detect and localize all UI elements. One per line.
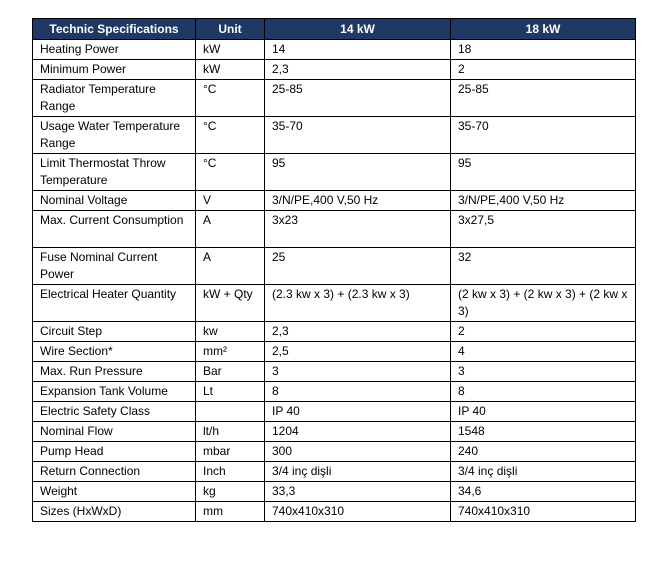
value-18kw-cell: 3 xyxy=(451,362,636,382)
unit-cell: Lt xyxy=(196,382,265,402)
spec-name-cell: Fuse Nominal Current Power xyxy=(33,248,196,285)
value-14kw-cell: 8 xyxy=(265,382,451,402)
unit-cell: A xyxy=(196,211,265,248)
spec-name-cell: Max. Run Pressure xyxy=(33,362,196,382)
table-row xyxy=(33,80,636,117)
value-18kw-cell: 35-70 xyxy=(451,117,636,154)
table-row xyxy=(33,154,636,191)
table-row xyxy=(33,442,636,462)
value-14kw-cell: 95 xyxy=(265,154,451,191)
spec-name-cell: Nominal Flow xyxy=(33,422,196,442)
value-18kw-cell: (2 kw x 3) + (2 kw x 3) + (2 kw x 3) xyxy=(451,285,636,322)
unit-cell: mm xyxy=(196,502,265,522)
value-18kw-cell: 3/4 inç dişli xyxy=(451,462,636,482)
value-14kw-cell: 2,3 xyxy=(265,60,451,80)
spec-name-cell: Pump Head xyxy=(33,442,196,462)
unit-cell xyxy=(196,402,265,422)
table-row xyxy=(33,40,636,60)
table-row xyxy=(33,402,636,422)
value-14kw-cell: 3/4 inç dişli xyxy=(265,462,451,482)
table-row xyxy=(33,342,636,362)
spec-name-cell: Max. Current Consumption xyxy=(33,211,196,248)
spec-name-cell: Radiator Temperature Range xyxy=(33,80,196,117)
value-14kw-cell: (2.3 kw x 3) + (2.3 kw x 3) xyxy=(265,285,451,322)
table-row xyxy=(33,322,636,342)
value-14kw-cell: 3 xyxy=(265,362,451,382)
table-row xyxy=(33,482,636,502)
header-cell-18kw: 18 kW xyxy=(451,19,636,40)
table-row xyxy=(33,382,636,402)
value-18kw-cell: 3/N/PE,400 V,50 Hz xyxy=(451,191,636,211)
value-18kw-cell: 240 xyxy=(451,442,636,462)
unit-cell: lt/h xyxy=(196,422,265,442)
spec-name-cell: Limit Thermostat Throw Temperature xyxy=(33,154,196,191)
unit-cell: mbar xyxy=(196,442,265,462)
table-row xyxy=(33,248,636,285)
table-row xyxy=(33,285,636,322)
table-row xyxy=(33,502,636,522)
value-14kw-cell: 1204 xyxy=(265,422,451,442)
value-14kw-cell: 14 xyxy=(265,40,451,60)
spec-name-cell: Expansion Tank Volume xyxy=(33,382,196,402)
unit-cell: V xyxy=(196,191,265,211)
value-18kw-cell: 4 xyxy=(451,342,636,362)
table-row xyxy=(33,362,636,382)
spec-name-cell: Return Connection xyxy=(33,462,196,482)
value-14kw-cell: 2,5 xyxy=(265,342,451,362)
value-14kw-cell: 35-70 xyxy=(265,117,451,154)
spec-name-cell: Minimum Power xyxy=(33,60,196,80)
value-18kw-cell: 2 xyxy=(451,60,636,80)
value-18kw-cell: IP 40 xyxy=(451,402,636,422)
spec-name-cell: Electrical Heater Quantity xyxy=(33,285,196,322)
value-18kw-cell: 25-85 xyxy=(451,80,636,117)
header-cell-spec: Technic Specifications xyxy=(33,19,196,40)
header-row xyxy=(33,19,636,40)
value-14kw-cell: 33,3 xyxy=(265,482,451,502)
unit-cell: kw xyxy=(196,322,265,342)
table-row xyxy=(33,60,636,80)
spec-name-cell: Nominal Voltage xyxy=(33,191,196,211)
value-14kw-cell: 25 xyxy=(265,248,451,285)
spec-name-cell: Electric Safety Class xyxy=(33,402,196,422)
unit-cell: °C xyxy=(196,80,265,117)
value-14kw-cell: 3x23 xyxy=(265,211,451,248)
value-18kw-cell: 8 xyxy=(451,382,636,402)
value-14kw-cell: 3/N/PE,400 V,50 Hz xyxy=(265,191,451,211)
unit-cell: A xyxy=(196,248,265,285)
value-18kw-cell: 95 xyxy=(451,154,636,191)
unit-cell: kg xyxy=(196,482,265,502)
value-14kw-cell: 2,3 xyxy=(265,322,451,342)
unit-cell: Bar xyxy=(196,362,265,382)
unit-cell: kW xyxy=(196,60,265,80)
spec-name-cell: Sizes (HxWxD) xyxy=(33,502,196,522)
unit-cell: °C xyxy=(196,154,265,191)
unit-cell: °C xyxy=(196,117,265,154)
value-18kw-cell: 32 xyxy=(451,248,636,285)
value-14kw-cell: 25-85 xyxy=(265,80,451,117)
spec-name-cell: Weight xyxy=(33,482,196,502)
header-cell-unit: Unit xyxy=(196,19,265,40)
value-14kw-cell: IP 40 xyxy=(265,402,451,422)
table-row xyxy=(33,191,636,211)
table-row xyxy=(33,211,636,248)
spec-name-cell: Wire Section* xyxy=(33,342,196,362)
value-18kw-cell: 3x27,5 xyxy=(451,211,636,248)
spec-table xyxy=(32,18,636,522)
unit-cell: kW + Qty xyxy=(196,285,265,322)
table-row xyxy=(33,117,636,154)
value-14kw-cell: 740x410x310 xyxy=(265,502,451,522)
value-18kw-cell: 18 xyxy=(451,40,636,60)
value-18kw-cell: 1548 xyxy=(451,422,636,442)
unit-cell: mm² xyxy=(196,342,265,362)
table-row xyxy=(33,422,636,442)
spec-name-cell: Usage Water Temperature Range xyxy=(33,117,196,154)
unit-cell: Inch xyxy=(196,462,265,482)
value-14kw-cell: 300 xyxy=(265,442,451,462)
value-18kw-cell: 34,6 xyxy=(451,482,636,502)
unit-cell: kW xyxy=(196,40,265,60)
header-cell-14kw: 14 kW xyxy=(265,19,451,40)
spec-name-cell: Heating Power xyxy=(33,40,196,60)
table-row xyxy=(33,462,636,482)
value-18kw-cell: 2 xyxy=(451,322,636,342)
spec-name-cell: Circuit Step xyxy=(33,322,196,342)
value-18kw-cell: 740x410x310 xyxy=(451,502,636,522)
